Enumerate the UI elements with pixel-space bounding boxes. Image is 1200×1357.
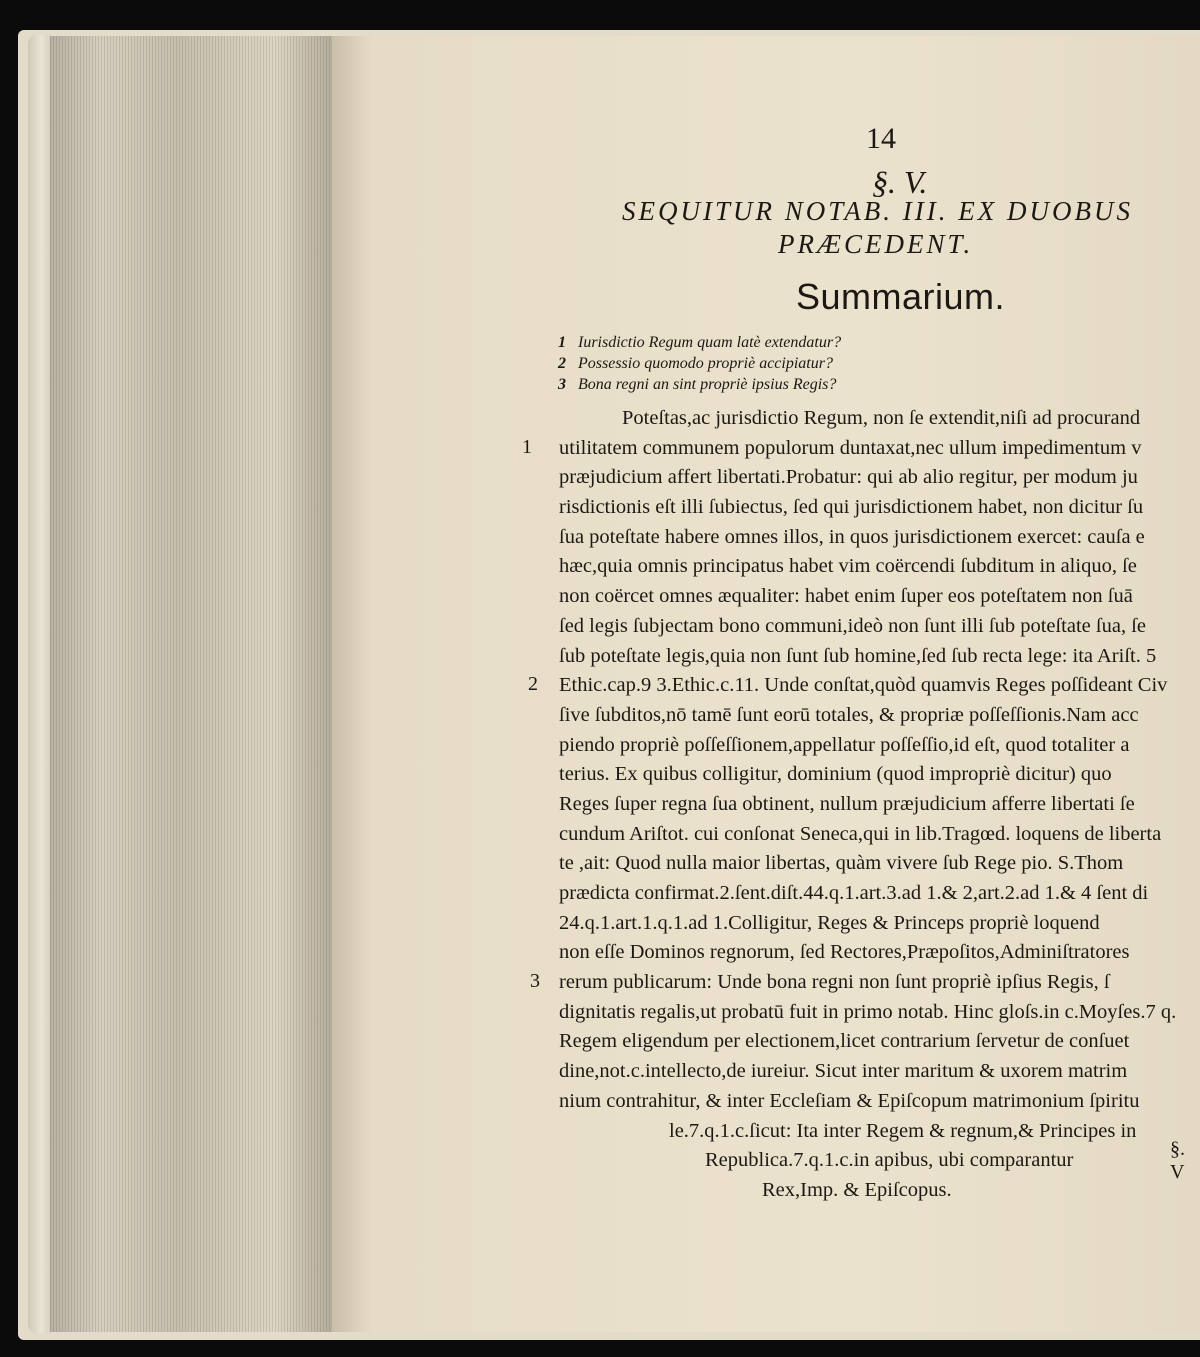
summary-title: Summarium. [796,276,1006,317]
text-line: te ,ait: Quod nulla maior libertas, quàm vivere ſub Rege pio. S.Thom [559,852,1124,875]
text-line: non eſſe Dominos regnorum, ſed Rectores,Præpoſitos,Adminiſtratores [559,941,1130,964]
summary-item-number: 2 [558,355,566,372]
text-line: Poteſtas,ac jurisdictio Regum, non ſe extendit,niſi ad procurand [622,407,1141,429]
summary-item-number: 3 [558,376,566,393]
text-line: Reges ſuper regna ſua obtinent, nullum præjudicium afferre libertati ſe [559,792,1135,815]
text-line: Ethic.cap.9 3.Ethic.c.11. Unde conſtat,quòd quamvis Reges poſſideant Civ [559,674,1168,697]
text-line: Regem eligendum per electionem,licet contrarium ſervetur de conſuet [559,1030,1130,1053]
margin-number-3: 3 [530,970,540,992]
text-line: cundum Ariſtot. cui conſonat Seneca,qui in lib.Tragœd. loquens de liberta [559,822,1162,845]
text-line: 24.q.1.art.1.q.1.ad 1.Colligitur, Reges & Princeps propriè loquend [559,911,1100,934]
summary-item-text: Bona regni an sint propriè ipsius Regis? [578,376,837,393]
text-line: ſive ſubditos,nō tamē ſunt eorū totales, & propriæ poſſeſſionis.Nam acc [559,703,1139,726]
book-spine [28,34,50,1334]
text-line: ſed legis ſubjectam bono communi,ideò non ſunt illi ſub poteſtate ſua, ſe [559,614,1146,637]
page-number: 14 [866,122,896,155]
page-edges [50,36,332,1332]
summary-item-number: 1 [558,334,566,351]
text-line: prædicta confirmat.2.ſent.diſt.44.q.1.art.3.ad 1.& 2,art.2.ad 1.& 4 ſent di [559,882,1149,904]
section-heading-line2: PRÆCEDENT. [778,229,974,259]
margin-number-1: 1 [522,436,532,458]
text-line: non coërcet omnes æqualiter: habet enim ſuper eos poteſtatem non ſuā [559,585,1133,608]
text-line: Republica.7.q.1.c.in apibus, ubi comparantur [705,1149,1074,1172]
text-line: dignitatis regalis,ut probatū fuit in primo notab. Hinc gloſs.in c.Moyſes.7 q. [559,1000,1177,1023]
section-number: §. V. [872,164,928,200]
text-line: hæc,quia omnis principatus habet vim coërcendi ſubditum in aliquo, ſe [559,555,1137,578]
text-line: terius. Ex quibus colligitur, dominium (quod impropriè dicitur) quo [559,763,1112,786]
body-text [559,404,1200,1206]
text-line: le.7.q.1.c.ſicut: Ita inter Regem & regnum,& Principes in [669,1119,1137,1142]
catchword: §. V [1170,1138,1185,1183]
summary-list [558,334,1018,397]
text-line: nium contrahitur, & inter Eccleſiam & Epiſcopum matrimonium ſpiritu [559,1089,1140,1112]
text-line: ſub poteſtate legis,quia non ſunt ſub homine,ſed ſub recta lege: ita Ariſt. 5 [559,644,1157,667]
text-line: piendo propriè poſſeſſionem,appellatur poſſeſſio,id eſt, quod totaliter a [559,733,1130,756]
summary-item [558,334,1018,355]
text-line: præjudicium affert libertati.Probatur: qui ab alio regitur, per modum ju [559,466,1138,489]
margin-number-2: 2 [528,673,538,695]
page [332,36,1200,1332]
summary-item [558,376,1018,397]
text-line: rerum publicarum: Unde bona regni non ſunt propriè ipſius Regis, ſ [559,971,1110,994]
summary-item-text: Iurisdictio Regum quam latè extendatur? [578,334,842,351]
text-line: ſua poteſtate habere omnes illos, in quos jurisdictionem exercet: cauſa e [559,525,1145,548]
text-line: dine,not.c.intellecto,de iureiur. Sicut inter maritum & uxorem matrim [559,1060,1128,1083]
text-line: utilitatem communem populorum duntaxat,nec ullum impedimentum v [559,436,1142,459]
section-heading-line1: SEQUITUR NOTAB. III. EX DUOBUS [622,196,1133,226]
text-line: risdictionis eſt illi ſubiectus, ſed qui jurisdictionem habet, non dicitur ſu [559,496,1144,519]
summary-item [558,355,1018,376]
summary-item-text: Possessio quomodo propriè accipiatur? [578,355,833,372]
text-line: Rex,Imp. & Epiſcopus. [762,1178,952,1201]
